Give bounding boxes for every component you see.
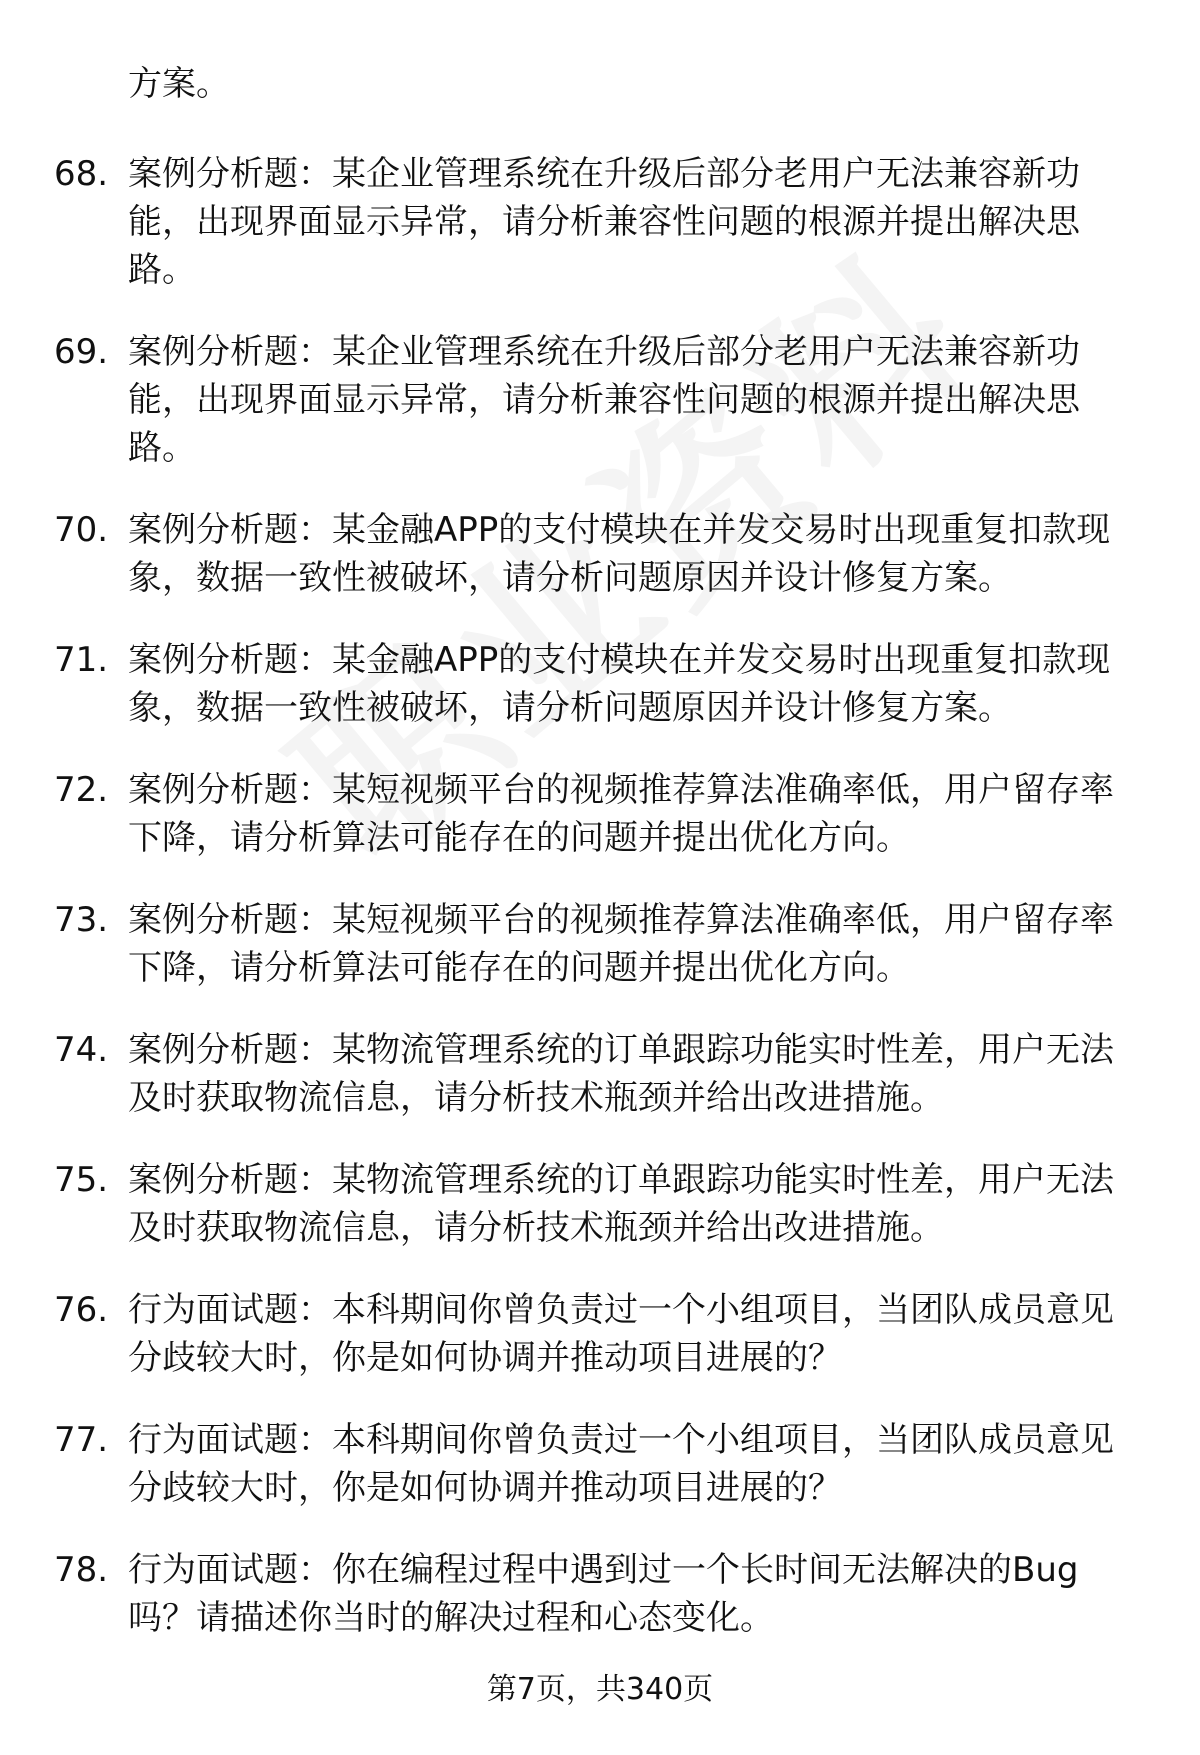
question-item bbox=[0, 1026, 1200, 1122]
question-item bbox=[0, 1546, 1200, 1642]
question-number: 75. bbox=[54, 1160, 109, 1200]
question-item bbox=[0, 328, 1200, 472]
question-text: 案例分析题：某金融APP的支付模块在并发交易时出现重复扣款现象，数据一致性被破坏，请分析问题原因并设计修复方案。 bbox=[128, 510, 1111, 598]
question-item bbox=[0, 766, 1200, 862]
question-item bbox=[0, 896, 1200, 992]
question-item bbox=[0, 150, 1200, 294]
question-item bbox=[0, 636, 1200, 732]
question-text: 行为面试题：本科期间你曾负责过一个小组项目，当团队成员意见分歧较大时，你是如何协调并推动项目进展的？ bbox=[128, 1420, 1114, 1508]
question-number: 69. bbox=[54, 332, 109, 372]
question-number: 71. bbox=[54, 640, 109, 680]
continuation-text: 方案。 bbox=[128, 64, 230, 104]
question-text: 案例分析题：某企业管理系统在升级后部分老用户无法兼容新功能，出现界面显示异常，请分析兼容性问题的根源并提出解决思路。 bbox=[128, 154, 1080, 290]
question-text: 案例分析题：某物流管理系统的订单跟踪功能实时性差，用户无法及时获取物流信息，请分析技术瓶颈并给出改进措施。 bbox=[128, 1160, 1114, 1248]
question-number: 68. bbox=[54, 154, 109, 194]
question-text: 行为面试题：本科期间你曾负责过一个小组项目，当团队成员意见分歧较大时，你是如何协调并推动项目进展的？ bbox=[128, 1290, 1114, 1378]
question-number: 77. bbox=[54, 1420, 109, 1460]
question-number: 76. bbox=[54, 1290, 109, 1330]
question-text: 案例分析题：某金融APP的支付模块在并发交易时出现重复扣款现象，数据一致性被破坏，请分析问题原因并设计修复方案。 bbox=[128, 640, 1111, 728]
page-footer bbox=[0, 1670, 1200, 1710]
question-number: 72. bbox=[54, 770, 109, 810]
question-text: 案例分析题：某短视频平台的视频推荐算法准确率低，用户留存率下降，请分析算法可能存在的问题并提出优化方向。 bbox=[128, 770, 1114, 858]
question-number: 78. bbox=[54, 1550, 109, 1590]
question-text: 案例分析题：某短视频平台的视频推荐算法准确率低，用户留存率下降，请分析算法可能存在的问题并提出优化方向。 bbox=[128, 900, 1114, 988]
question-number: 73. bbox=[54, 900, 109, 940]
question-text: 案例分析题：某物流管理系统的订单跟踪功能实时性差，用户无法及时获取物流信息，请分析技术瓶颈并给出改进措施。 bbox=[128, 1030, 1114, 1118]
page-number-label: 第7页，共340页 bbox=[486, 1672, 714, 1707]
question-text: 案例分析题：某企业管理系统在升级后部分老用户无法兼容新功能，出现界面显示异常，请分析兼容性问题的根源并提出解决思路。 bbox=[128, 332, 1080, 468]
question-text: 行为面试题：你在编程过程中遇到过一个长时间无法解决的Bug吗？请描述你当时的解决过程和心态变化。 bbox=[128, 1550, 1079, 1638]
question-item bbox=[0, 1156, 1200, 1252]
question-item bbox=[0, 1286, 1200, 1382]
question-list bbox=[0, 150, 1200, 1676]
question-number: 74. bbox=[54, 1030, 109, 1070]
question-item bbox=[0, 506, 1200, 602]
question-item bbox=[0, 1416, 1200, 1512]
question-number: 70. bbox=[54, 510, 109, 550]
